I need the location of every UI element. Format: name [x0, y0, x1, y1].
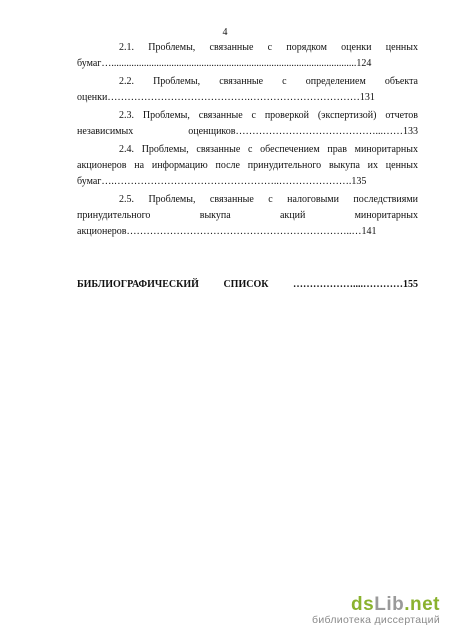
toc-line: 2.4. Проблемы, связанные с обеспечением прав миноритарных	[119, 144, 418, 155]
toc-entry-2-3	[77, 108, 418, 140]
toc-line: 2.2. Проблемы, связанные с определением объекта	[119, 76, 418, 87]
toc-entry-2-5	[77, 192, 418, 240]
toc-line: акционеров на информацию после принудительного выкупа их ценных	[77, 160, 418, 171]
table-of-contents	[77, 40, 418, 240]
watermark-subtitle: библиотека диссертаций	[312, 614, 440, 626]
logo-ds-text: ds	[351, 594, 375, 615]
site-watermark	[312, 594, 440, 626]
toc-line: 2.1. Проблемы, связанные с порядком оценки ценных	[119, 42, 418, 53]
toc-entry-2-2	[77, 74, 418, 106]
toc-entry-2-1	[77, 40, 418, 72]
bibliography-entry: БИБЛИОГРАФИЧЕСКИЙ СПИСОК ………………....…………155	[77, 279, 418, 290]
toc-line: оценки…………………………………….……………………………131	[77, 92, 375, 103]
logo-net-text: .net	[404, 594, 440, 615]
logo-lib-text: Lib	[374, 594, 405, 615]
toc-line: бумаг….…………………………………………..………………….135	[77, 176, 367, 187]
toc-line: принудительного выкупа акций миноритарных	[77, 210, 418, 221]
toc-line: 2.3. Проблемы, связанные с проверкой (экспертизой) отчетов	[119, 110, 418, 121]
toc-line: бумаг…..................................................................................................124	[77, 58, 372, 69]
page-number: 4	[222, 27, 228, 38]
toc-entry-2-4	[77, 142, 418, 190]
toc-line: независимых оценщиков……………………………………...……133	[77, 126, 418, 137]
toc-line: 2.5. Проблемы, связанные с налоговыми последствиями	[119, 194, 418, 205]
dslib-logo	[312, 594, 440, 616]
toc-line: акционеров…………………………………………………………..…141	[77, 226, 377, 237]
